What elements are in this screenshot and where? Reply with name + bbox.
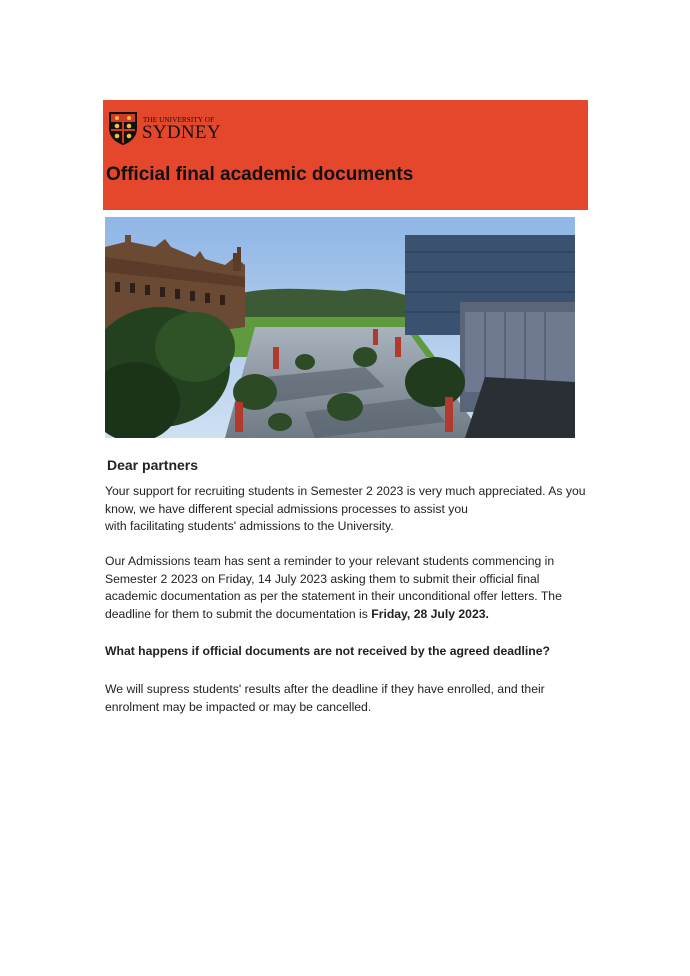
header-banner (103, 100, 588, 210)
university-logo[interactable] (107, 110, 257, 150)
deadline-period: . (485, 606, 489, 621)
deadline-prefix: deadline for them to submit the documentation is (105, 606, 372, 621)
paragraph-line: Semester 2 2023 on Friday, 14 July 2023 asking them to submit their official final (105, 571, 540, 586)
paragraph-line: Our Admissions team has sent a reminder to your relevant students commencing in (105, 554, 555, 568)
paragraph-line: with facilitating students' admissions to the University. (105, 519, 394, 534)
greeting: Dear partners (107, 457, 199, 473)
logo-big-text: SYDNEY (142, 122, 221, 143)
paragraph-support (105, 483, 590, 536)
question-heading: What happens if official documents are not received by the agreed deadline? (105, 644, 550, 658)
paragraph-consequence (105, 681, 590, 716)
deadline-date: Friday, 28 July 2023 (371, 606, 486, 621)
paragraph-line: We will supress students' results after the deadline if they have enrolled, and their (105, 682, 545, 696)
paragraph-reminder (105, 553, 590, 623)
paragraph-line: Your support for recruiting students in Semester 2 2023 is very much appreciated. As you (105, 484, 586, 498)
paragraph-line: know, we have different special admissions processes to assist you (105, 501, 468, 516)
paragraph-line: academic documentation as per the statement in their unconditional offer letters. The (105, 589, 562, 604)
paragraph-line: enrolment may be impacted or may be cancelled. (105, 699, 372, 714)
logo-small-text: THE UNIVERSITY OF (143, 116, 215, 124)
page-title: Official final academic documents (106, 164, 414, 185)
campus-photo (105, 217, 575, 438)
crest-icon (107, 110, 139, 146)
paragraph-line-deadline (105, 606, 590, 624)
